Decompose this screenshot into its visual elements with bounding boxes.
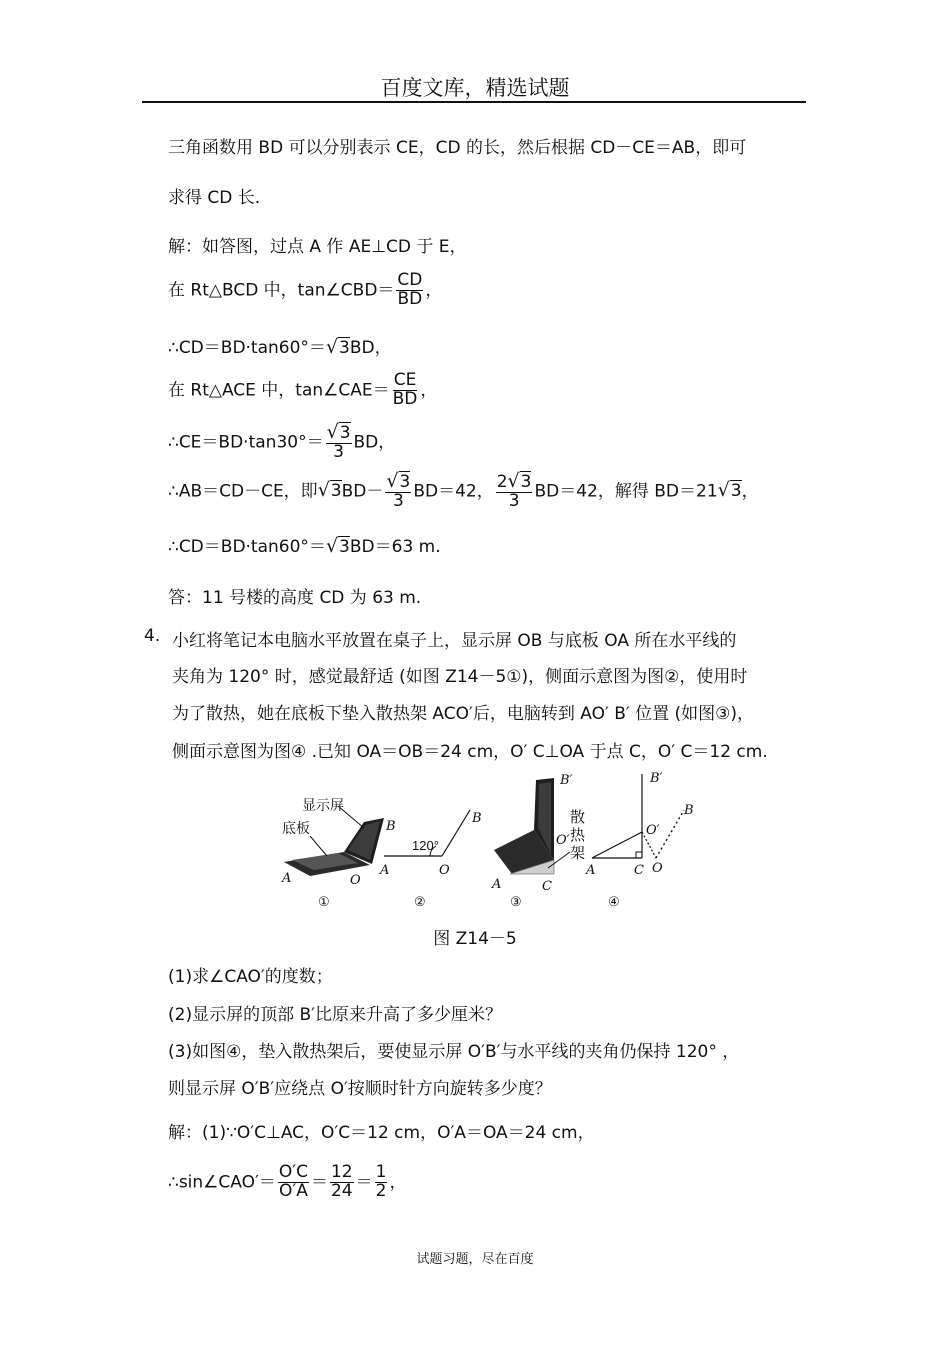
- label-c: C: [542, 879, 552, 894]
- text: BD，: [353, 432, 396, 453]
- question-line-4: 侧面示意图为图④ .已知 OA＝OB＝24 cm，O′ C⊥OA 于点 C，O′ C＝12 cm.: [172, 742, 768, 762]
- text: ，: [389, 1172, 407, 1193]
- label-rack-2: 热: [570, 827, 586, 844]
- sqrt: √3: [386, 470, 411, 492]
- label-a: A: [586, 863, 596, 878]
- figure-number-4: ④: [608, 895, 620, 910]
- label-base: 底板: [282, 820, 310, 836]
- label-b: B: [472, 811, 482, 826]
- denominator: 24: [330, 1180, 353, 1201]
- figure-z14-5: [272, 770, 712, 915]
- numerator: 12: [330, 1162, 353, 1182]
- segment-ob: [442, 810, 470, 856]
- radicand: 3: [330, 481, 342, 502]
- segment-ao-prime: [592, 832, 642, 858]
- label-o-prime: O′: [646, 823, 660, 838]
- segment-dotted-ob: [656, 810, 684, 858]
- label-b: B: [684, 803, 694, 818]
- text: ∴AB＝CD－CE，即: [168, 481, 318, 502]
- label-c: C: [634, 863, 644, 878]
- leader-line: [338, 806, 364, 828]
- denominator: BD: [392, 388, 418, 409]
- fraction: [396, 272, 423, 309]
- text: ，: [741, 481, 759, 502]
- sub-question-1: (1)求∠CAO′的度数；: [168, 967, 333, 987]
- fraction: [326, 423, 352, 462]
- radicand: 3: [339, 537, 350, 557]
- answer-line: 答：11 号楼的高度 CD 为 63 m.: [168, 588, 422, 608]
- prev-line-2: 求得 CD 长.: [168, 188, 261, 208]
- text: ＝: [310, 1172, 328, 1193]
- fraction: [278, 1164, 309, 1201]
- question-line-3: 为了散热，她在底板下垫入散热架 ACO′后，电脑转到 AO′ B′ 位置 (如图③)，: [172, 704, 755, 724]
- denominator: 3: [508, 490, 520, 511]
- page-footer: 试题习题，尽在百度: [416, 1252, 534, 1267]
- text: 在 Rt△ACE 中，tan∠CAE＝: [168, 380, 390, 401]
- denominator: O′A: [278, 1180, 308, 1201]
- text: ＝: [355, 1172, 373, 1193]
- label-angle: 120°: [412, 838, 439, 853]
- figure-caption: 图 Z14－5: [433, 929, 517, 949]
- formula-tan-cbd: [168, 272, 442, 309]
- label-o: O: [350, 873, 361, 888]
- sqrt: √3: [325, 535, 350, 557]
- text: BD＝42，: [413, 481, 494, 502]
- formula-ce: [168, 423, 395, 462]
- text: ∴CD＝BD·tan60°＝: [168, 537, 326, 557]
- label-o: O: [652, 861, 663, 876]
- question-line-2: 夹角为 120° 时，感觉最舒适 (如图 Z14－5①)，侧面示意图为图②，使用时: [172, 667, 748, 687]
- text: BD＝42，解得 BD＝21: [534, 481, 718, 502]
- figure-number-1: ①: [318, 895, 330, 910]
- text: ∴CD＝BD·tan60°＝: [168, 338, 326, 358]
- text: 在 Rt△BCD 中，tan∠CBD＝: [168, 280, 395, 301]
- fraction: [330, 1164, 354, 1201]
- numerator: CE: [393, 370, 417, 390]
- page-header: 百度文库，精选试题: [380, 76, 570, 100]
- right-angle-mark: [636, 852, 642, 858]
- numerator: O′C: [278, 1162, 308, 1182]
- denominator: 3: [392, 490, 404, 511]
- question-line-1: 小红将笔记本电脑水平放置在桌子上，显示屏 OB 与底板 OA 所在水平线的: [172, 631, 737, 651]
- coefficient: 2: [496, 472, 508, 492]
- figure-number-2: ②: [414, 895, 426, 910]
- leader-line: [310, 836, 327, 856]
- label-a: A: [380, 863, 390, 878]
- text: ，: [425, 280, 443, 301]
- radicand: 3: [339, 423, 351, 443]
- numerator: CD: [397, 270, 423, 290]
- formula-ab: [168, 472, 759, 511]
- radicand: 3: [730, 481, 742, 502]
- header-rule: [142, 101, 806, 103]
- fraction: [375, 1164, 388, 1201]
- sqrt: √3: [507, 470, 532, 492]
- numerator: 1: [375, 1162, 387, 1182]
- label-o: O: [439, 863, 450, 878]
- formula-tan-cae: [168, 372, 437, 409]
- sub-question-3b: 则显示屏 O′B′应绕点 O′按顺时针方向旋转多少度？: [168, 1079, 552, 1099]
- label-b-prime: B′: [560, 773, 573, 788]
- label-a: A: [492, 877, 502, 892]
- sqrt: √3: [717, 479, 742, 502]
- text: BD－: [341, 481, 384, 502]
- label-b-prime: B′: [650, 771, 663, 786]
- text: ∴CE＝BD·tan30°＝: [168, 432, 324, 453]
- denominator: 2: [375, 1180, 387, 1201]
- figure-number-3: ③: [510, 895, 522, 910]
- text: BD＝63 m.: [349, 537, 441, 557]
- laptop-photo-3: [494, 778, 554, 874]
- question-number: 4.: [144, 626, 161, 646]
- text: BD，: [349, 338, 392, 358]
- text: ，: [420, 380, 438, 401]
- sub-question-3a: (3)如图④，垫入散热架后，要使显示屏 O′B′与水平线的夹角仍保持 120° ，: [168, 1042, 740, 1062]
- label-screen: 显示屏: [302, 797, 344, 813]
- formula-sin: [168, 1164, 406, 1201]
- formula-cd-result: [168, 532, 441, 557]
- sub-question-2: (2)显示屏的顶部 B′比原来升高了多少厘米？: [168, 1005, 503, 1025]
- prev-line-1: 三角函数用 BD 可以分别表示 CE，CD 的长，然后根据 CD－CE＝AB，即可: [168, 138, 747, 158]
- fraction: [385, 472, 411, 511]
- radicand: 3: [339, 338, 350, 358]
- radicand: 3: [399, 472, 411, 492]
- solution-intro: 解：如答图，过点 A 作 AE⊥CD 于 E，: [168, 237, 467, 257]
- fraction: [496, 472, 533, 511]
- label-rack-3: 架: [570, 845, 586, 862]
- label-b: B: [386, 819, 396, 834]
- denominator: BD: [397, 288, 423, 309]
- formula-cd: [168, 333, 392, 358]
- sqrt: √3: [325, 336, 350, 358]
- denominator: 3: [333, 441, 344, 462]
- label-o-prime: O′: [556, 833, 570, 848]
- text: ∴sin∠CAO′＝: [168, 1172, 276, 1193]
- fraction: [392, 372, 419, 409]
- radicand: 3: [520, 472, 532, 492]
- label-a: A: [282, 871, 292, 886]
- label-rack-1: 散: [570, 809, 586, 826]
- sqrt: √3: [317, 479, 342, 502]
- solution-line-1: 解：(1)∵O′C⊥AC，O′C＝12 cm，O′A＝OA＝24 cm，: [168, 1123, 595, 1143]
- sqrt: √3: [326, 421, 351, 443]
